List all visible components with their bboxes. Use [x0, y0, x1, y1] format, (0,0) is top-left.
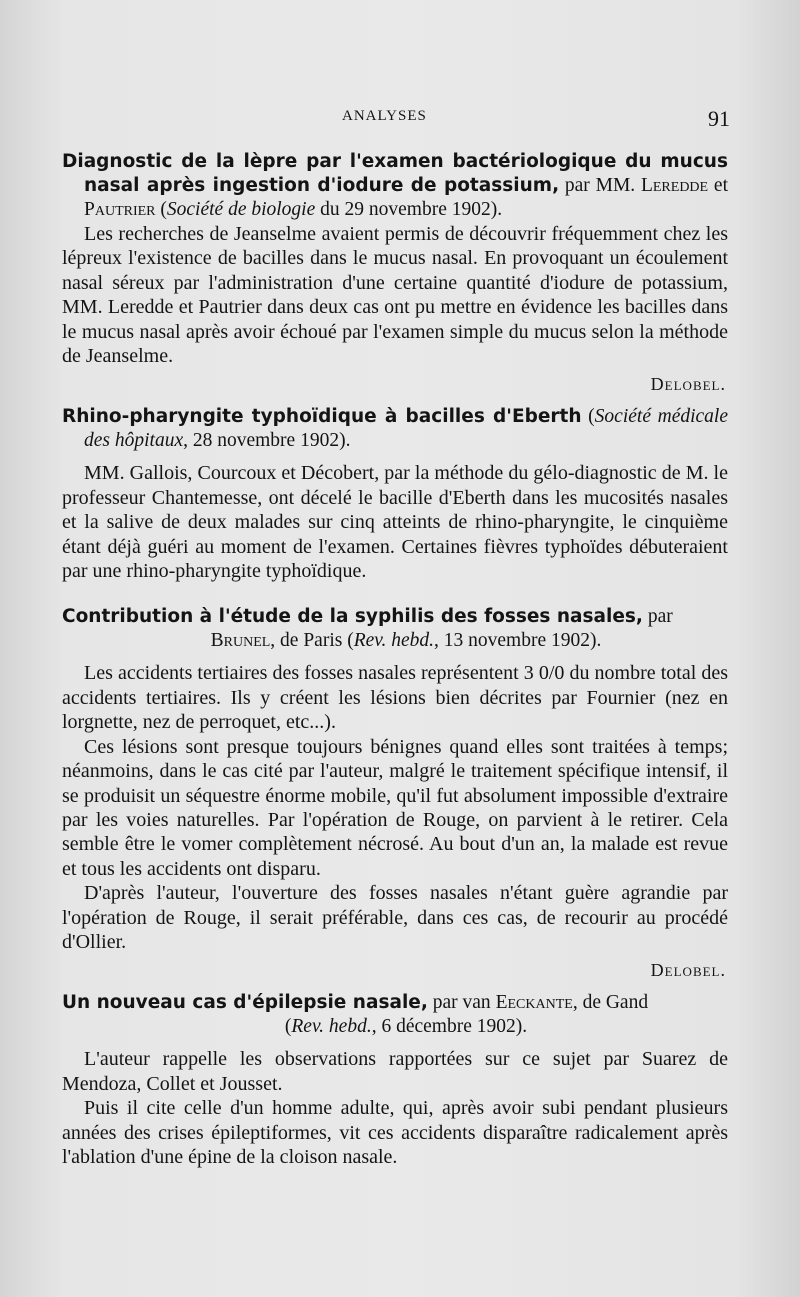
- article-title: Rhino-pharyngite typhoïdique à bacilles d'Eberth: [62, 406, 582, 428]
- page-number: 91: [708, 106, 730, 131]
- article-body: [62, 1047, 728, 1169]
- article-heading: Contribution à l'étude de la syphilis des fosses nasales, par Brunel, de Paris (Rev. hebd., 13 novembre 1902).: [62, 606, 673, 652]
- source-journal: Rev. hebd.: [291, 1016, 372, 1038]
- article-body: [62, 461, 728, 583]
- article-heading: Diagnostic de la lèpre par l'examen bactériologique du mucus nasal après ingestion d'iodure de potassium, par MM. Leredde et Pautrier (Société de biologie du 29 novembre 1902).: [62, 151, 728, 220]
- paragraph: MM. Gallois, Courcoux et Décobert, par la méthode du gélo-diagnostic de M. le professeur Chantemesse, ont décelé le bacille d'Eberth dans les mucosités nasales et la salive de deux malades sur cinq atteints de rhino-pharyngite, le cinquième étant déjà guéri au moment de l'examen. Certaines fièvres typhoïdes débuteraient par une rhino-pharyngite typhoïdique.: [62, 462, 728, 583]
- signature: Delobel.: [650, 960, 726, 981]
- article-epilepsie: [62, 991, 728, 1169]
- running-head: [62, 100, 728, 140]
- author-name: Leredde: [640, 175, 709, 196]
- author-name: Pautrier: [84, 199, 156, 220]
- source-journal: Société de biologie: [166, 199, 316, 220]
- paragraph: L'auteur rappelle les observations rapportées sur ce sujet par Suarez de Mendoza, Collet et Jousset.: [62, 1048, 728, 1095]
- article-rhino-pharyngite: [62, 405, 728, 583]
- article-syphilis: [62, 605, 728, 981]
- author-name: Brunel: [210, 630, 271, 652]
- paragraph: D'après l'auteur, l'ouverture des fosses nasales n'étant guère agrandie par l'opération de Rouge, il serait préférable, dans ces cas, de recourir au procédé d'Ollier.: [62, 882, 728, 953]
- article-title: Diagnostic de la lèpre par l'examen bactériologique du mucus nasal après ingestion d'iodure de potassium,: [62, 151, 728, 196]
- article-heading: Rhino-pharyngite typhoïdique à bacilles d'Eberth (Société médicale des hôpitaux, 28 novembre 1902).: [62, 406, 728, 452]
- article-title: Un nouveau cas d'épilepsie nasale,: [62, 992, 428, 1014]
- article-body: [62, 222, 728, 368]
- article-title: Contribution à l'étude de la syphilis des fosses nasales,: [62, 606, 643, 628]
- source-journal: Société médicale des hôpitaux: [84, 406, 728, 452]
- source-journal: Rev. hebd.: [353, 630, 435, 652]
- paragraph: Ces lésions sont presque toujours bénignes quand elles sont traitées à temps; néanmoins, dans le cas cité par l'auteur, malgré le traitement spécifique intensif, il se produisit un séquestre énorme mobile, qu'il fut absolument impossible d'extraire par les voies naturelles. Par l'opération de Rouge, on parvient à le retirer. Cela semble être le vomer complètement nécrosé. Au bout d'un an, la malade est revue et tous les accidents ont disparu.: [62, 735, 728, 880]
- article-body: [62, 661, 728, 954]
- author-name: Eeckante: [495, 992, 573, 1014]
- article-lepre: [62, 150, 728, 395]
- running-title: ANALYSES: [342, 108, 427, 124]
- signature: Delobel.: [650, 374, 726, 395]
- paragraph: Puis il cite celle d'un homme adulte, qui, après avoir subi pendant plusieurs années des crises épileptiformes, vit ces accidents disparaître radicalement après l'ablation d'une épine de la cloison nasale.: [62, 1097, 728, 1168]
- paragraph: Les accidents tertiaires des fosses nasales représentent 3 0/0 du nombre total des accidents tertiaires. Ils y créent les lésions bien décrites par Fournier (nez en lorgnette, nez de perroquet, etc...).: [62, 662, 728, 734]
- paragraph: Les recherches de Jeanselme avaient permis de découvrir fréquemment chez les lépreux l'existence de bacilles dans le mucus nasal. En provoquant un écoulement nasal séreux par l'administration d'une certaine quantité d'iodure de potassium, MM. Leredde et Pautrier dans deux cas ont pu mettre en évidence les bacilles dans le mucus nasal après avoir échoué par l'examen simple du mucus selon la méthode de Jeanselme.: [62, 223, 728, 368]
- article-heading: Un nouveau cas d'épilepsie nasale, par van Eeckante, de Gand (Rev. hebd., 6 décembre 1902).: [62, 992, 649, 1038]
